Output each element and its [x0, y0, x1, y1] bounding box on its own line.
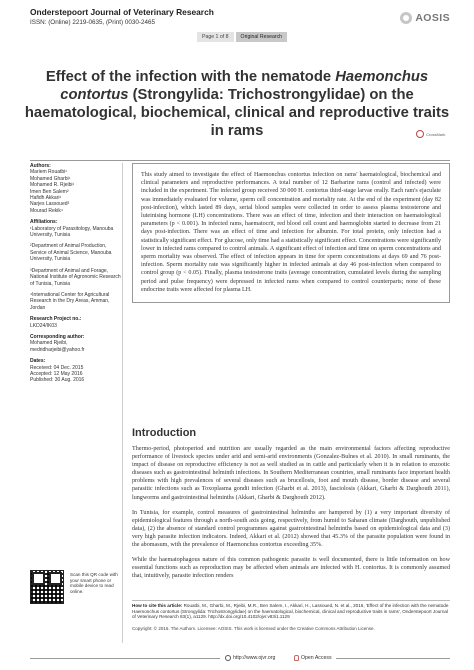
- title-divider: [30, 160, 450, 161]
- affiliations-label: Affiliations:: [30, 219, 58, 226]
- corresponding-label: Corresponding author:: [30, 333, 85, 340]
- project-label: Research Project no.:: [30, 316, 82, 323]
- author-name: Hafidh Akkari¹: [30, 195, 62, 202]
- publisher-logo[interactable]: [400, 12, 450, 24]
- abstract-box: This study aimed to investigate the effect of Haemonchus contortus infection on rams' haematological, biochemical and clinical parameters and reproductive performances. A total number of 12 Barbarine rams (control and infected) were included in the experiment. The infected group received 30 000 H. contortus third-stage larvae orally. Each ram's ejaculate was immediately evaluated for volume, sperm cell concentration and mortality rate. At the end of the experiment (day 82 post-infection), which lasted 89 days, serial blood samples were collected in order to assess plasma testosterone and luteinising hormone (LH) concentrations. There was an effect of time, infection and their interaction on haematological parameters (p < 0.001). In infected rams, haematocrit, red blood cell count and haemoglobin started to decrease from 21 days post-infection. There was an effect of time and infection for albumin. For total protein, only infection had a statistically significant effect. For glucose, only time had a statistically significant effect. Concentrations were significantly lower in infected rams compared to control animals. A significant effect of infection and time on sperm concentrations and sperm mortality was observed. The effect of infection appears in time for sperm concentrations at days 69 and 76 post-infection. Sperm mortality rate was significantly higher in infected animals at day 46 post-infection when compared to control group (p < 0.05). Finally, plasma testosterone traits (average concentration, cumulated levels during the sampling period and pulse frequency) were depressed in infected rams when compared to control counterparts; none of these endocrine traits were affected for plasma LH.: [132, 163, 450, 303]
- author-list: [30, 169, 122, 214]
- corresponding-email[interactable]: medridharjeibi@yahoo.fr: [30, 346, 85, 353]
- page-bar: [197, 31, 287, 42]
- article-title: [24, 68, 450, 140]
- publisher-logo-text: AOSIS: [415, 12, 450, 24]
- body-paragraph: In Tunisia, for example, control measures of gastrointestinal helminths are hampered by (1) a very important diversity of epidemiological features through a north-south axis going, respectively, from humid to Saharan climate (Darghouth, unpublished data), (2) the absence of standard control programmes against gastrointestinal helminths based on epidemiological data and (3) very high parasite infection indicators. Indeed, Akkari et al. (2012) showed that 45.3% of the parasite population were found in the abomasum, with the prevalence of Haemonchus contortus exceeding 35%.: [132, 509, 450, 549]
- date-published: Published: 30 Aug. 2016: [30, 377, 85, 384]
- title-part-2: (Strongylida: Trichostrongylidae) on the haematological, biochemical, clinical and reproductive traits in rams: [24, 87, 450, 139]
- page-indicator: Page 1 of 8: [197, 32, 234, 42]
- author-name: Narjes Lassoued³: [30, 201, 70, 208]
- qr-instructions: Scan this QR code with your smart phone or mobile device to read online.: [70, 572, 118, 595]
- citation-label: How to cite this article:: [132, 603, 183, 608]
- introduction-body: [132, 445, 450, 587]
- journal-title: Onderstepoort Journal of Veterinary Research: [30, 7, 214, 17]
- author-name: Mariem Rouatbi¹: [30, 169, 67, 176]
- author-name: Mourad Rekik⁴: [30, 207, 63, 214]
- author-name: Mohamed Gharbi¹: [30, 175, 71, 182]
- open-access-label: Open Access: [301, 655, 332, 661]
- project-number: LKD24/IK03: [30, 322, 57, 329]
- introduction-heading: Introduction: [132, 427, 197, 439]
- globe-icon: [225, 655, 231, 661]
- crossmark-badge[interactable]: [416, 130, 445, 138]
- aosis-logo-icon: [400, 12, 412, 24]
- article-sidebar: [30, 163, 123, 643]
- dates-label: Dates:: [30, 358, 46, 365]
- footer-rule-right: [336, 658, 450, 659]
- page-footer: [0, 653, 474, 665]
- affiliation-item: ¹Laboratory of Parasitology, Manouba University, Tunisia: [30, 225, 114, 239]
- crossmark-icon: [416, 130, 424, 138]
- open-access-badge: [294, 655, 332, 661]
- qr-code-icon[interactable]: [30, 570, 64, 604]
- citation-block: [132, 603, 450, 620]
- footer-url[interactable]: [225, 655, 275, 661]
- issn-line: ISSN: (Online) 2219-0635, (Print) 0030-2465: [30, 19, 155, 26]
- qr-section: [30, 570, 118, 610]
- crossmark-label: CrossMark: [426, 131, 446, 137]
- date-accepted: Accepted: 12 May 2016: [30, 370, 83, 377]
- corresponding-name: Mohamed Rjeibi,: [30, 340, 68, 347]
- affiliation-item: ²Department of Animal Production, Service of Animal Science, Manouba University, Tunisia: [30, 243, 112, 263]
- article-type-badge: Original Research: [236, 32, 288, 42]
- title-italic: Haemonchus contortus: [60, 69, 429, 103]
- open-access-lock-icon: [294, 655, 299, 661]
- body-paragraph: Thermo-period, photoperiod and nutrition are usually regarded as the main environmental factors affecting reproductive performance of livestock species under arid and semi-arid environments (Gonzalez-Bulnes et al. 2010). In small ruminants, the impact of disease on reproductive efficiency is not as well studied as in cattle and particularly when it is in relation to enzootic diseases such as gastrointestinal helminth infections. In Southern Mediterranean countries, small ruminants face important health problems with high prevalences of several diseases such as brucellosis, foot and mouth disease, border disease and several parasitic infections such as Toxoplasma gondii infection (Gharbi et al. 2013), fasciolosis (Akkari, Gharbi & Darghouth 2011), lungworms and gastrointestinal helminths (Akkari, Gharbi & Darghouth 2012).: [132, 446, 450, 501]
- affiliation-item: ³Department of Animal and Forage, National Institute of Agronomic Research of Tunisia, Tunisia: [30, 267, 121, 287]
- author-name: Imen Ben Salem²: [30, 188, 69, 195]
- footer-rule-left: [30, 658, 220, 659]
- author-name: Mohamed R. Rjeibi¹: [30, 182, 75, 189]
- body-paragraph: While the haematophagous nature of this common pathogenic parasite is well documented, there is little information on how essential functions such as reproduction may be affected when animals are infected with H. contortus. It is commonly assumed that, intuitively, parasite infection renders: [132, 557, 450, 580]
- date-received: Received: 04 Dec. 2015: [30, 364, 84, 371]
- copyright-notice: Copyright: © 2016. The Authors. Licensee: AOSIS. This work is licensed under the Creative Commons Attribution License.: [132, 626, 375, 631]
- footer-url-text: http://www.ojvr.org: [233, 655, 276, 661]
- citation-text[interactable]: Rouatbi, M., Gharbi, M., Rjeibi, M.R., Ben Salem, I., Akkari, H., Lassoued, N. et al., 2016, 'Effect of the infection with the nematode Haemonchus contortus (Strongylida: Trichostrongylidae) on the haematological, biochemical, clinical and reproductive traits in rams', Onderstepoort Journal of Veterinary Research 83(1), a1129. http://dx.doi.org/10.4102/ojvr.v83i1.1129: [132, 603, 449, 620]
- title-part-1: Effect of the infection with the nematode: [45, 69, 336, 85]
- citation-divider: [132, 600, 450, 601]
- authors-label: Authors:: [30, 163, 51, 169]
- affiliation-item: ⁴International Center for Agricultural Research in the Dry Areas, Amman, Jordan: [30, 291, 110, 311]
